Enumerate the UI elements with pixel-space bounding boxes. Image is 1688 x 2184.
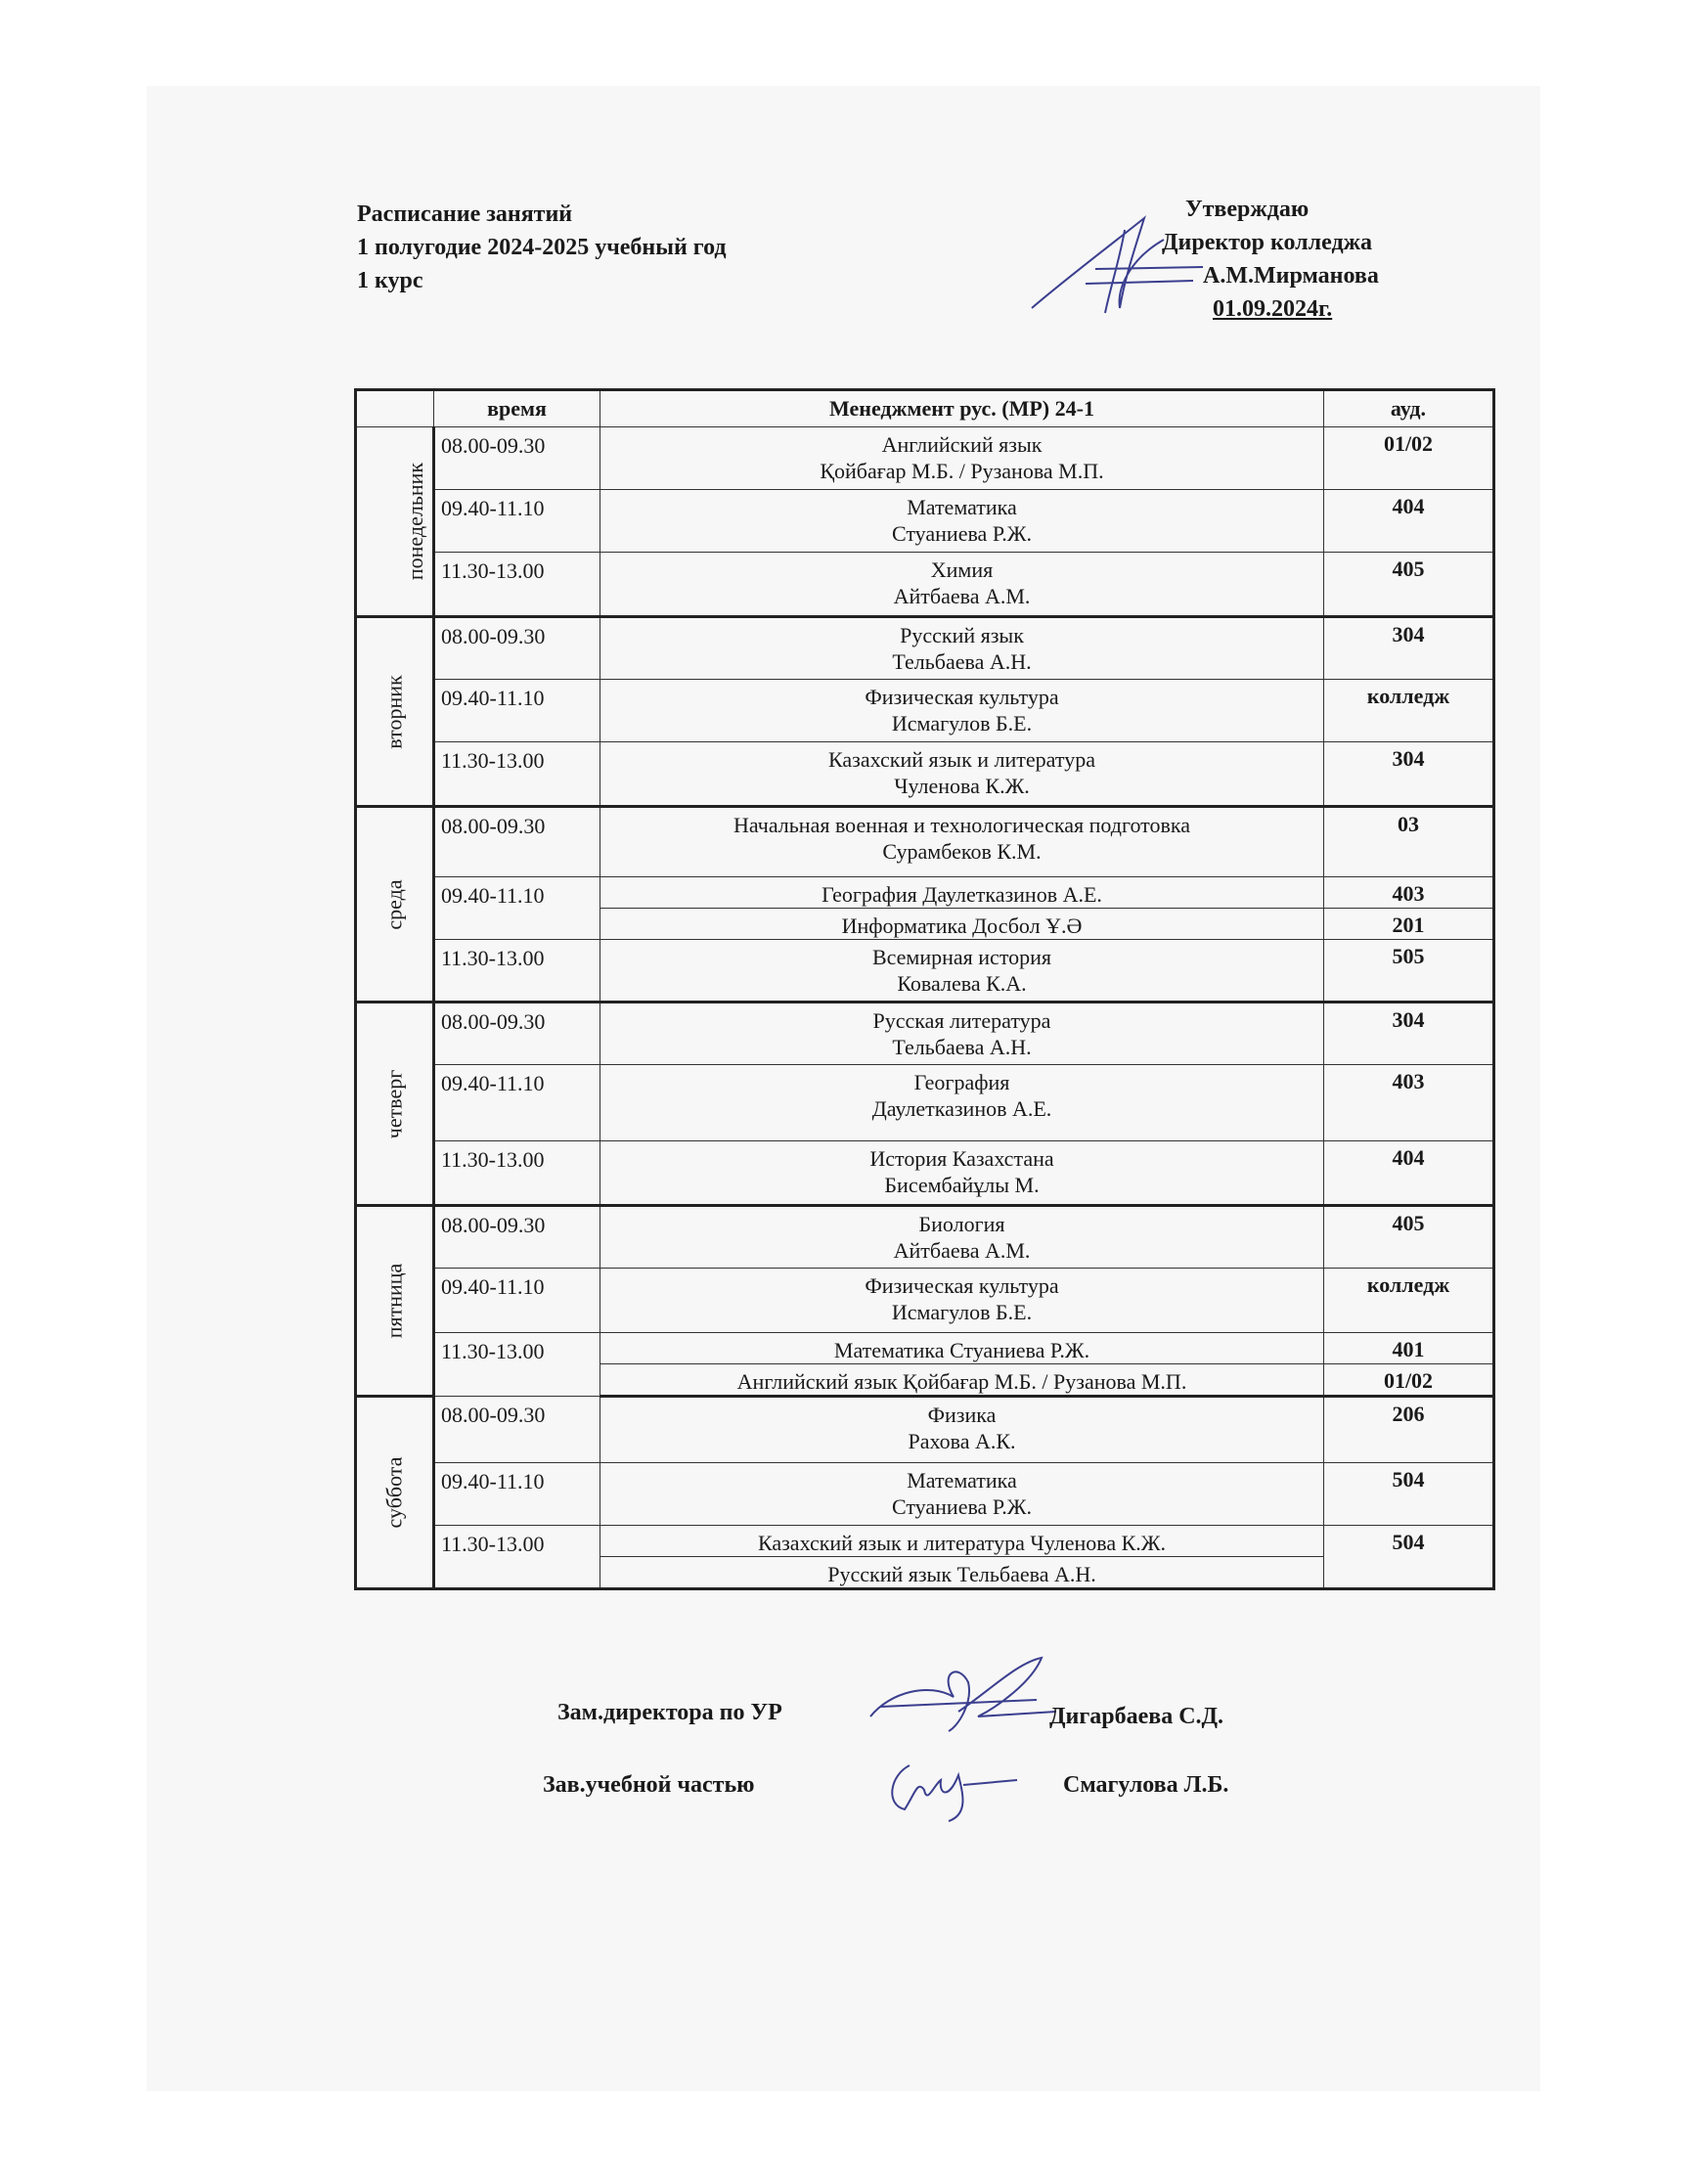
room-cell: 304 — [1324, 1003, 1494, 1065]
teacher-text: Чуленова К.Ж. — [894, 774, 1030, 798]
lesson-cell: Математика Стуаниева Р.Ж. — [600, 1333, 1324, 1364]
teacher-text: Ковалева К.А. — [897, 971, 1027, 996]
teacher-text: Қойбағар М.Б. / Рузанова М.П. — [820, 459, 1104, 483]
room-cell: 03 — [1324, 807, 1494, 877]
table-row — [356, 617, 1494, 680]
approval-title: Утверждаю — [1185, 197, 1310, 222]
semester-label: 1 полугодие 2024-2025 учебный год — [357, 235, 727, 260]
lesson-cell — [600, 553, 1324, 617]
corner-cell — [356, 390, 434, 427]
lesson-cell — [600, 1065, 1324, 1141]
lesson-cell — [600, 1003, 1324, 1065]
room-cell: колледж — [1324, 1269, 1494, 1333]
room-cell: 01/02 — [1324, 427, 1494, 490]
lesson-cell — [600, 1397, 1324, 1463]
room-cell: 504 — [1324, 1463, 1494, 1526]
teacher-text: Стуаниева Р.Ж. — [891, 1494, 1033, 1519]
table-row — [356, 427, 1494, 490]
teacher-text: Рахова А.К. — [908, 1429, 1016, 1453]
room-cell: 505 — [1324, 940, 1494, 1003]
table-row — [356, 1333, 1494, 1364]
subject-text: Биология — [918, 1212, 1005, 1236]
time-cell: 08.00-09.30 — [434, 807, 600, 877]
table-row — [356, 807, 1494, 877]
day-cell-friday: пятница — [356, 1206, 434, 1397]
time-cell: 11.30-13.00 — [434, 1141, 600, 1206]
teacher-text: Тельбаева А.Н. — [892, 1035, 1032, 1059]
subject-text: Начальная военная и технологическая подготовка — [733, 813, 1191, 837]
table-row — [356, 1269, 1494, 1333]
lesson-cell — [600, 742, 1324, 807]
room-cell: 405 — [1324, 1206, 1494, 1269]
teacher-text: Айтбаева А.М. — [893, 584, 1031, 608]
teacher-text: Исмагулов Б.Е. — [891, 711, 1033, 735]
time-cell: 11.30-13.00 — [434, 1333, 600, 1397]
table-row — [356, 742, 1494, 807]
time-cell: 09.40-11.10 — [434, 490, 600, 553]
deputy-title: Зам.директора по УР — [557, 1700, 782, 1725]
teacher-text: Исмагулов Б.Е. — [891, 1300, 1033, 1324]
table-row — [356, 1463, 1494, 1526]
table-header-row — [356, 390, 1494, 427]
time-cell: 11.30-13.00 — [434, 940, 600, 1003]
lesson-cell — [600, 427, 1324, 490]
subject-text: Русский язык — [900, 623, 1024, 647]
deputy-name: Дигарбаева С.Д. — [1049, 1704, 1224, 1729]
subject-text: Физическая культура — [865, 685, 1059, 709]
time-cell: 09.40-11.10 — [434, 680, 600, 742]
time-cell: 08.00-09.30 — [434, 1003, 600, 1065]
table-row — [356, 1065, 1494, 1141]
subject-text: Математика — [907, 495, 1017, 519]
time-cell: 08.00-09.30 — [434, 1206, 600, 1269]
table-row — [356, 940, 1494, 1003]
subject-text: История Казахстана — [869, 1146, 1054, 1171]
lesson-cell: Информатика Досбол Ұ.Ә — [600, 909, 1324, 940]
table-row — [356, 553, 1494, 617]
room-cell: 403 — [1324, 1065, 1494, 1141]
lesson-cell — [600, 807, 1324, 877]
teacher-text: Айтбаева А.М. — [893, 1238, 1031, 1263]
room-cell: 403 — [1324, 877, 1494, 909]
room-cell: 504 — [1324, 1526, 1494, 1589]
room-cell: 404 — [1324, 1141, 1494, 1206]
head-title: Зав.учебной частью — [543, 1772, 755, 1798]
room-cell: 201 — [1324, 909, 1494, 940]
table-row — [356, 490, 1494, 553]
subject-text: Химия — [930, 557, 994, 582]
subject-text: Физическая культура — [865, 1273, 1059, 1298]
head-signature-icon — [880, 1751, 1027, 1824]
teacher-text: Тельбаева А.Н. — [892, 649, 1032, 674]
time-column-header: время — [434, 390, 600, 427]
subject-text: Русская литература — [872, 1008, 1051, 1033]
room-cell: 401 — [1324, 1333, 1494, 1364]
lesson-cell: Казахский язык и литература Чуленова К.Ж. — [600, 1526, 1324, 1557]
approval-name: А.М.Мирманова — [1203, 263, 1379, 289]
lesson-cell — [600, 617, 1324, 680]
subject-text: Казахский язык и литература — [828, 747, 1095, 772]
room-cell: 206 — [1324, 1397, 1494, 1463]
table-row — [356, 1397, 1494, 1463]
lesson-cell: Английский язык Қойбағар М.Б. / Рузанова М.П. — [600, 1364, 1324, 1397]
time-cell: 11.30-13.00 — [434, 553, 600, 617]
teacher-text: Стуаниева Р.Ж. — [891, 521, 1033, 546]
day-cell-saturday: суббота — [356, 1397, 434, 1589]
day-cell-tuesday: вторник — [356, 617, 434, 807]
room-cell: колледж — [1324, 680, 1494, 742]
deputy-signature-icon — [861, 1653, 1066, 1741]
lesson-cell: География Даулетказинов А.Е. — [600, 877, 1324, 909]
day-cell-monday: понедельник — [356, 427, 434, 617]
time-cell: 08.00-09.30 — [434, 427, 600, 490]
subject-text: Физика — [927, 1403, 997, 1427]
subject-text: Всемирная история — [871, 945, 1052, 969]
teacher-text: Сурамбеков К.М. — [882, 839, 1042, 864]
lesson-cell: Русский язык Тельбаева А.Н. — [600, 1557, 1324, 1589]
day-cell-thursday: четверг — [356, 1003, 434, 1206]
table-row — [356, 1141, 1494, 1206]
time-cell: 09.40-11.10 — [434, 1463, 600, 1526]
schedule-table — [354, 388, 1495, 1590]
lesson-cell — [600, 680, 1324, 742]
subject-text: География — [913, 1070, 1010, 1094]
table-row — [356, 877, 1494, 909]
time-cell: 11.30-13.00 — [434, 742, 600, 807]
time-cell: 11.30-13.00 — [434, 1526, 600, 1589]
approval-date: 01.09.2024г. — [1213, 296, 1333, 322]
table-row — [356, 1003, 1494, 1065]
lesson-cell — [600, 1206, 1324, 1269]
room-cell: 304 — [1324, 742, 1494, 807]
table-row — [356, 1206, 1494, 1269]
day-cell-wednesday: среда — [356, 807, 434, 1003]
approval-position: Директор колледжа — [1162, 230, 1372, 255]
time-cell: 09.40-11.10 — [434, 1065, 600, 1141]
room-cell: 01/02 — [1324, 1364, 1494, 1397]
subject-text: Математика — [907, 1468, 1017, 1493]
lesson-cell — [600, 490, 1324, 553]
group-column-header: Менеджмент рус. (МР) 24-1 — [600, 390, 1324, 427]
time-cell: 08.00-09.30 — [434, 617, 600, 680]
teacher-text: Даулетказинов А.Е. — [871, 1096, 1052, 1121]
schedule-header — [357, 198, 944, 297]
teacher-text: Бисембайұлы М. — [884, 1173, 1040, 1197]
room-column-header: ауд. — [1324, 390, 1494, 427]
lesson-cell — [600, 940, 1324, 1003]
table-row — [356, 1526, 1494, 1557]
room-cell: 405 — [1324, 553, 1494, 617]
table-row — [356, 680, 1494, 742]
document-title: Расписание занятий — [357, 201, 573, 227]
room-cell: 304 — [1324, 617, 1494, 680]
room-cell: 404 — [1324, 490, 1494, 553]
lesson-cell — [600, 1269, 1324, 1333]
course-label: 1 курс — [357, 268, 423, 293]
head-name: Смагулова Л.Б. — [1063, 1772, 1229, 1798]
lesson-cell — [600, 1463, 1324, 1526]
time-cell: 09.40-11.10 — [434, 1269, 600, 1333]
lesson-cell — [600, 1141, 1324, 1206]
time-cell: 08.00-09.30 — [434, 1397, 600, 1463]
time-cell: 09.40-11.10 — [434, 877, 600, 940]
subject-text: Английский язык — [881, 432, 1043, 457]
director-signature-icon — [1027, 210, 1213, 323]
